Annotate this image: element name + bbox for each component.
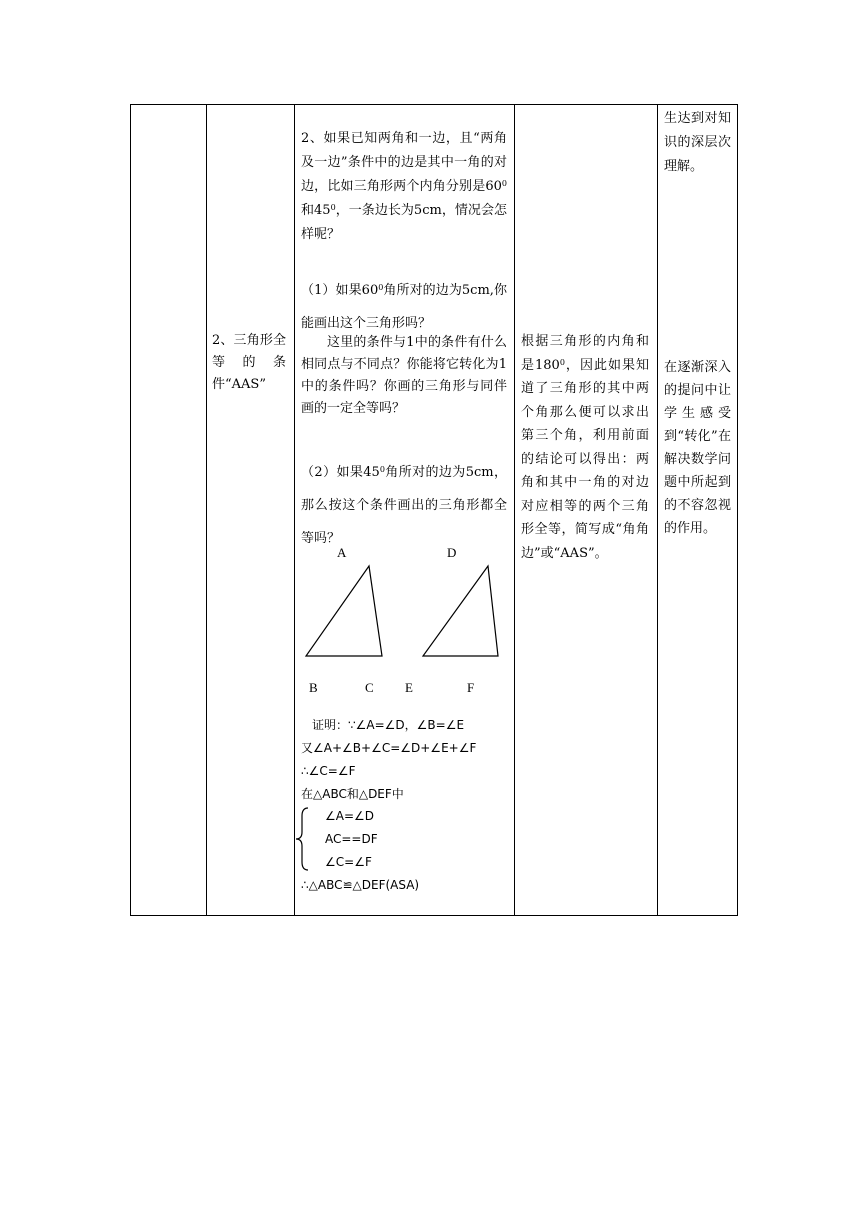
question-intro: 2、如果已知两角和一边，且“两角及一边”条件中的边是其中一角的对边，比如三角形两个内角分别是$60^0$和$45^0$，一条边长为5cm，情况会怎样呢？ [301,131,507,242]
triangle-def [423,566,498,656]
purpose-text-top: 生达到对知识的深层次理解。 [664,111,731,174]
proof-line-2: 又∠A+∠B+∠C=∠D+∠E+∠F [301,741,477,755]
label-b: B [309,680,318,695]
proof-line-1: 证明：∵∠A=∠D，∠B=∠E [312,718,465,732]
column-divider [657,105,658,915]
question-1: （1）如果$60^0$角所对的边为5cm,你能画出这个三角形吗？ [301,283,507,331]
column-divider [206,105,207,915]
proof-line-4: 在△ABC和△DEF中 [301,787,404,801]
proof-condition-3: ∠C=∠F [325,855,372,869]
column-divider [294,105,295,915]
label-d: D [447,545,457,560]
triangle-figure [296,538,510,708]
brace-symbol [294,806,316,872]
section-title: 2、三角形全等的条件“AAS” [212,333,286,392]
purpose-text-bottom: 在逐渐深入的提问中让学生感受到“转化”在解决数学问题中所起到的不容忽视的作用。 [664,360,731,536]
proof-line-3: ∴∠C=∠F [301,764,356,778]
label-f: F [467,680,475,695]
question-2: （2）如果$45^0$角所对的边为5cm，那么按这个条件画出的三角形都全等吗？ [301,465,507,546]
comparison-paragraph: 这里的条件与1中的条件有什么相同点与不同点？你能将它转化为1中的条件吗？你画的三角形与同伴画的一定全等吗？ [301,335,507,416]
proof-condition-1: ∠A=∠D [325,809,375,823]
label-e: E [405,680,413,695]
triangle-abc [306,566,382,656]
label-a: A [337,545,347,560]
column-divider [514,105,515,915]
proof-condition-2: AC==DF [325,832,378,846]
label-c: C [365,680,374,695]
proof-conclusion: ∴△ABC≌△DEF(ASA) [301,878,420,892]
explanation-text: 根据三角形的内角和是$180^0$，因此如果知道了三角形的其中两个角那么便可以求出第三个角，利用前面的结论可以得出：两角和其中一角的对边对应相等的两个三角形全等，简写成“角角边”或“AAS”。 [521,334,649,561]
